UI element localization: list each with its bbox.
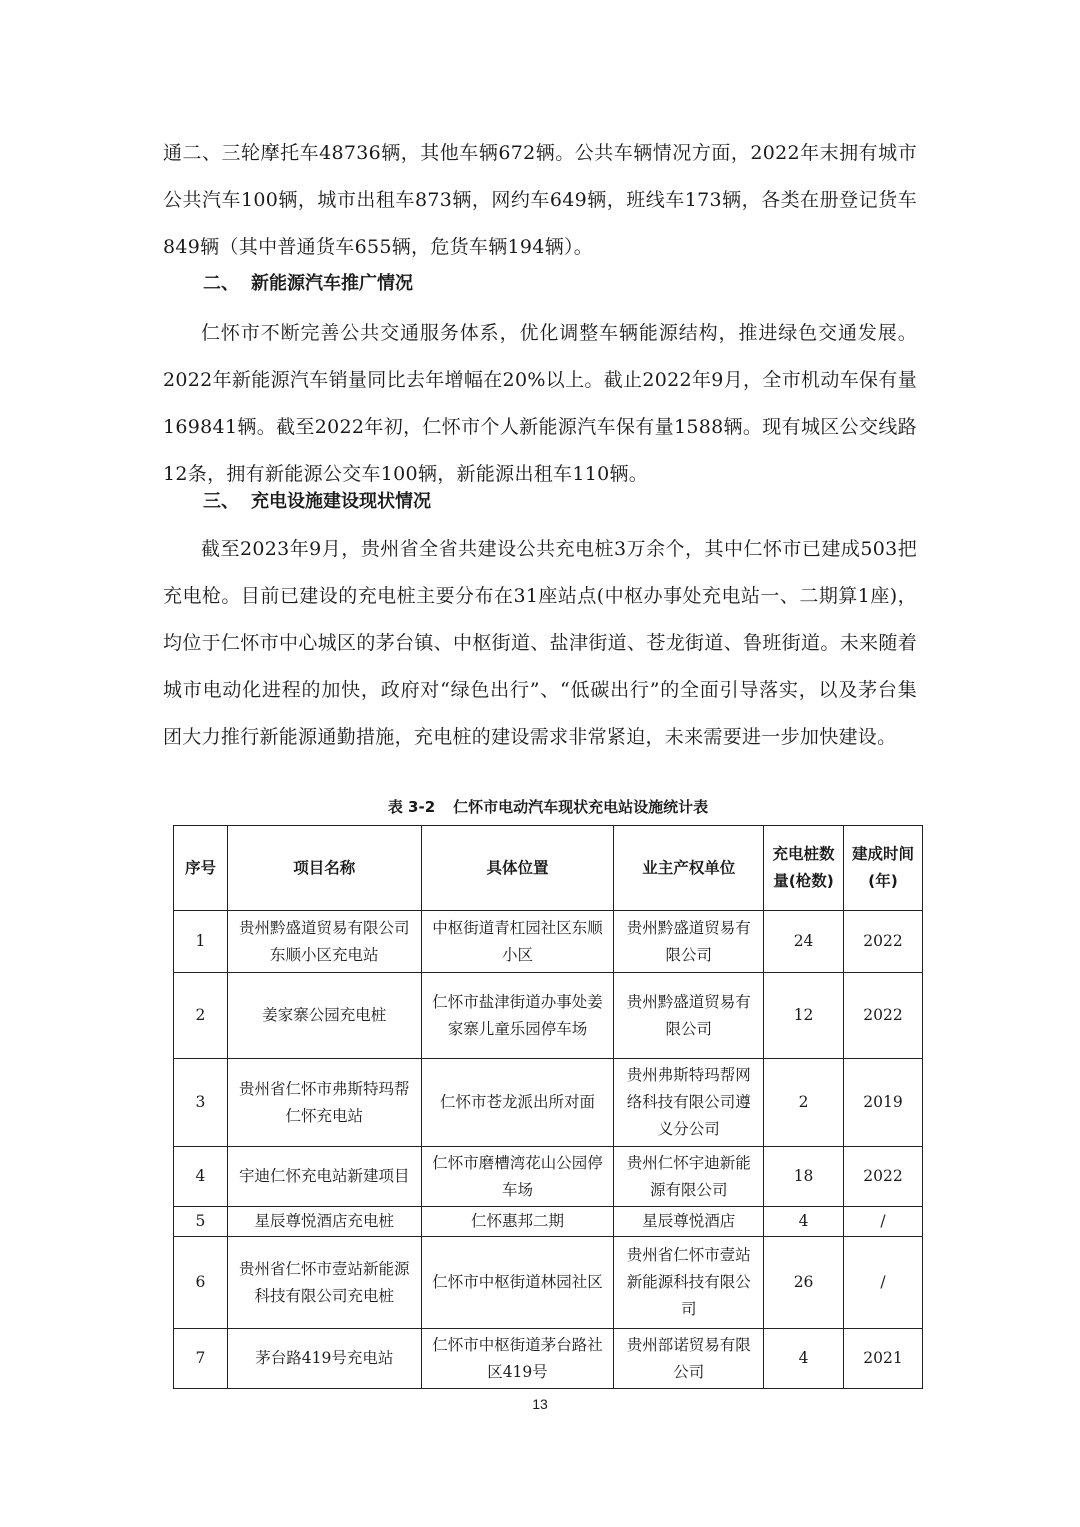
cell-charger-count: 4: [764, 1207, 844, 1237]
cell-project-name: 贵州黔盛道贸易有限公司东顺小区充电站: [227, 911, 421, 973]
cell-project-name: 星辰尊悦酒店充电桩: [227, 1207, 421, 1237]
page-number: 13: [532, 1396, 548, 1412]
cell-charger-count: 4: [764, 1329, 844, 1389]
cell-project-name: 姜家寨公园充电桩: [227, 973, 421, 1059]
table-header-row: [174, 826, 923, 911]
cell-index: 7: [174, 1329, 228, 1389]
cell-location: 中枢街道青杠园社区东顺小区: [421, 911, 614, 973]
table-row: [174, 1059, 923, 1147]
table-caption: [173, 792, 923, 822]
table-row: [174, 1207, 923, 1237]
cell-index: 1: [174, 911, 228, 973]
cell-project-name: 贵州省仁怀市壹站新能源科技有限公司充电桩: [227, 1237, 421, 1329]
cell-owner: 贵州部诺贸易有限公司: [614, 1329, 764, 1389]
cell-owner: 贵州黔盛道贸易有限公司: [614, 973, 764, 1059]
table-row: [174, 973, 923, 1059]
cell-build-year: 2022: [844, 911, 923, 973]
table-row: [174, 911, 923, 973]
cell-project-name: 贵州省仁怀市弗斯特玛帮仁怀充电站: [227, 1059, 421, 1147]
section-title: 充电设施建设现状情况: [251, 491, 431, 512]
cell-owner: 星辰尊悦酒店: [614, 1207, 764, 1237]
section-heading-new-energy: [203, 264, 413, 304]
section-title: 新能源汽车推广情况: [251, 273, 413, 294]
cell-location: 仁怀市磨槽湾花山公园停车场: [421, 1147, 614, 1207]
cell-charger-count: 26: [764, 1237, 844, 1329]
cell-charger-count: 24: [764, 911, 844, 973]
cell-location: 仁怀市盐津街道办事处姜家寨儿童乐园停车场: [421, 973, 614, 1059]
cell-charger-count: 12: [764, 973, 844, 1059]
table-row: [174, 1329, 923, 1389]
table-row: [174, 1237, 923, 1329]
cell-owner: 贵州黔盛道贸易有限公司: [614, 911, 764, 973]
header-index: 序号: [174, 826, 228, 911]
section-number: 二、: [203, 273, 239, 294]
header-location: 具体位置: [421, 826, 614, 911]
paragraph-new-energy-promotion: 仁怀市不断完善公共交通服务体系，优化调整车辆能源结构，推进绿色交通发展。2022年新能源汽车销量同比去年增幅在20%以上。截止2022年9月，全市机动车保有量169841辆。截至2022年初，仁怀市个人新能源汽车保有量1588辆。现有城区公交线路12条，拥有新能源公交车100辆，新能源出租车110辆。: [163, 322, 917, 485]
cell-index: 6: [174, 1237, 228, 1329]
cell-index: 5: [174, 1207, 228, 1237]
cell-charger-count: 2: [764, 1059, 844, 1147]
cell-location: 仁怀市苍龙派出所对面: [421, 1059, 614, 1147]
cell-index: 3: [174, 1059, 228, 1147]
cell-location: 仁怀惠邦二期: [421, 1207, 614, 1237]
cell-build-year: /: [844, 1207, 923, 1237]
paragraph-charging-status: 截至2023年9月，贵州省全省共建设公共充电桩3万余个，其中仁怀市已建成503把充电枪。目前已建设的充电桩主要分布在31座站点(中枢办事处充电站一、二期算1座)，均位于仁怀市中心城区的茅台镇、中枢街道、盐津街道、苍龙街道、鲁班街道。未来随着城市电动化进程的加快，政府对“绿色出行”、“低碳出行”的全面引导落实，以及茅台集团大力推行新能源通勤措施，充电桩的建设需求非常紧迫，未来需要进一步加快建设。: [163, 538, 917, 748]
cell-owner: 贵州省仁怀市壹站新能源科技有限公司: [614, 1237, 764, 1329]
header-owner: 业主产权单位: [614, 826, 764, 911]
cell-build-year: 2022: [844, 1147, 923, 1207]
header-project-name: 项目名称: [227, 826, 421, 911]
cell-location: 仁怀市中枢街道林园社区: [421, 1237, 614, 1329]
cell-charger-count: 18: [764, 1147, 844, 1207]
table-caption-title: 仁怀市电动汽车现状充电站设施统计表: [453, 798, 709, 816]
header-charger-count: 充电桩数量(枪数): [764, 826, 844, 911]
cell-project-name: 宇迪仁怀充电站新建项目: [227, 1147, 421, 1207]
paragraph-vehicle-stats: 通二、三轮摩托车48736辆，其他车辆672辆。公共车辆情况方面，2022年末拥有城市公共汽车100辆，城市出租车873辆，网约车649辆，班线车173辆，各类在册登记货车849辆（其中普通货车655辆，危货车辆194辆）。: [163, 142, 917, 258]
cell-index: 2: [174, 973, 228, 1059]
charging-station-table: [173, 825, 923, 1389]
cell-build-year: 2021: [844, 1329, 923, 1389]
cell-owner: 贵州仁怀宇迪新能源有限公司: [614, 1147, 764, 1207]
section-heading-charging: [203, 482, 431, 522]
cell-project-name: 茅台路419号充电站: [227, 1329, 421, 1389]
table-caption-number: 表 3-2: [387, 798, 436, 816]
header-build-year: 建成时间(年): [844, 826, 923, 911]
cell-index: 4: [174, 1147, 228, 1207]
cell-build-year: 2022: [844, 973, 923, 1059]
cell-location: 仁怀市中枢街道茅台路社区419号: [421, 1329, 614, 1389]
section-number: 三、: [203, 491, 239, 512]
cell-owner: 贵州弗斯特玛帮网络科技有限公司遵义分公司: [614, 1059, 764, 1147]
cell-build-year: 2019: [844, 1059, 923, 1147]
table-row: [174, 1147, 923, 1207]
cell-build-year: /: [844, 1237, 923, 1329]
